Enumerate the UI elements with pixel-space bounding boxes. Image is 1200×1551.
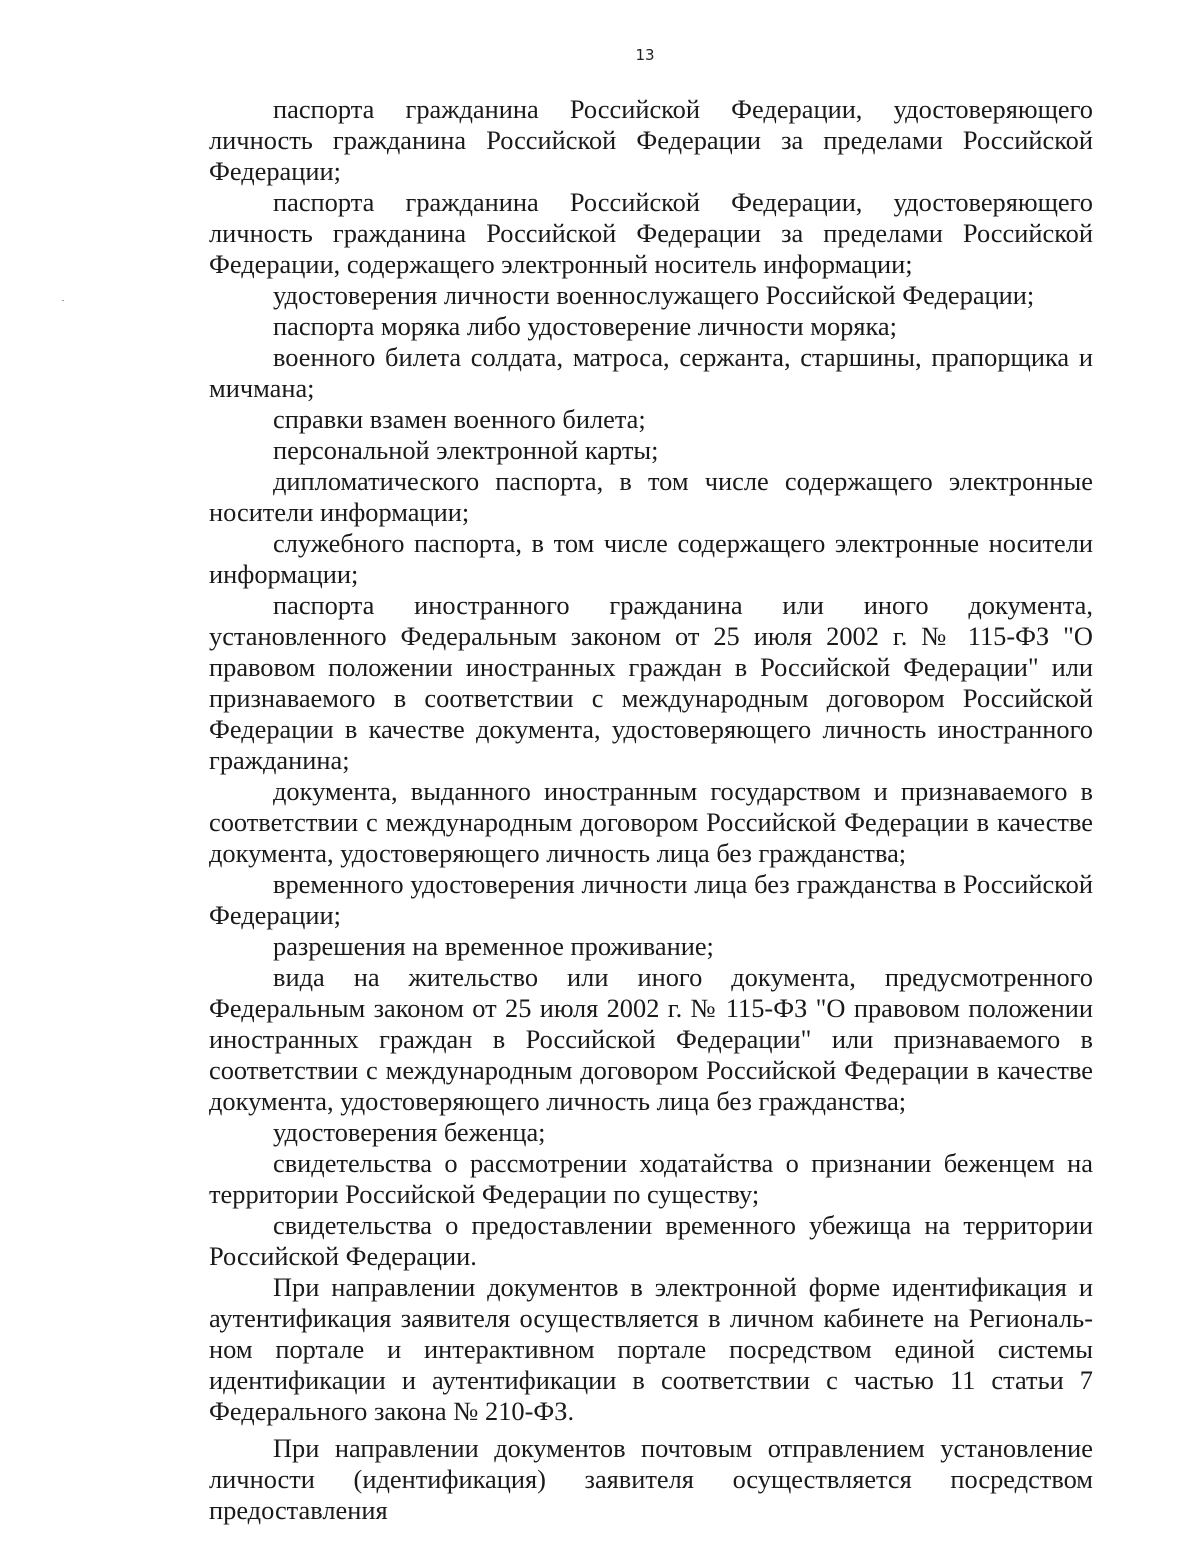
paragraph-19: При направлении документов почтовым отправлением установление личности (идентификация) заявителя осуществляется посредством предоставления bbox=[209, 1433, 1093, 1525]
paragraph-13: разрешения на временное проживание; bbox=[273, 931, 714, 961]
paragraph-18: При направлении документов в электронной форме идентификация и аутентификация заявителя осуществляется в личном кабинете на Региональном портале и интерактивном портале посредством единой системы идентификации и аутентификации в соответствии с частью 11 статьи 7 Федерального закона № 210-ФЗ. bbox=[209, 1272, 1093, 1426]
document-body bbox=[209, 94, 1093, 1526]
paragraph-4: паспорта моряка либо удостоверение личности моряка; bbox=[273, 311, 897, 341]
paragraph-8: дипломатического паспорта, в том числе содержащего электронные носители информации; bbox=[209, 466, 1093, 527]
paragraph-12: временного удостоверения личности лица без гражданства в Российской Федерации; bbox=[209, 869, 1093, 930]
page-number: 13 bbox=[635, 46, 655, 64]
paragraph-16: свидетельства о рассмотрении ходатайства о признании беженцем на территории Российской Федерации по существу; bbox=[209, 1148, 1093, 1209]
paragraph-15: удостоверения беженца; bbox=[273, 1117, 546, 1147]
paragraph-1: паспорта гражданина Российской Федерации, удостоверяющего личность гражданина Российской Федерации за пределами Российской Федерации; bbox=[209, 94, 1093, 186]
paragraph-10: паспорта иностранного гражданина или иного документа, установленного Федеральным законом от 25 июля 2002 г. № 115-ФЗ "О правовом положении иностранных граждан в Российской Федерации" или признаваемого в соответствии с международным договором Российской Федерации в качестве документа, удостоверяющего личность иностранного гражданина; bbox=[209, 590, 1093, 775]
paragraph-6: справки взамен военного билета; bbox=[273, 404, 646, 434]
paragraph-11: документа, выданного иностранным государством и признаваемого в соответствии с международным договором Российской Федерации в качестве документа, удостоверяющего личность лица без гражданства; bbox=[209, 776, 1093, 868]
paragraph-14: вида на жительство или иного документа, предусмотренного Федеральным законом от 25 июля 2002 г. № 115-ФЗ "О правовом положении иностранных граждан в Российской Федерации" или признаваемого в соответствии с международным договором Российской Федерации в качестве документа, удостоверяющего личность лица без гражданства; bbox=[209, 962, 1093, 1116]
paragraph-3: удостоверения личности военнослужащего Российской Федерации; bbox=[273, 280, 1035, 310]
paragraph-9: служебного паспорта, в том числе содержащего электронные носители информации; bbox=[209, 528, 1093, 589]
paragraph-5: военного билета солдата, матроса, сержанта, старшины, прапорщика и мичмана; bbox=[209, 342, 1093, 403]
scan-speck bbox=[62, 300, 64, 301]
paragraph-2: паспорта гражданина Российской Федерации, удостоверяющего личность гражданина Российской Федерации за пределами Российской Федерации, содержащего электронный носитель информации; bbox=[209, 187, 1093, 279]
paragraph-17: свидетельства о предоставлении временного убежища на территории Российской Федерации. bbox=[209, 1210, 1093, 1271]
paragraph-7: персональной электронной карты; bbox=[273, 435, 659, 465]
